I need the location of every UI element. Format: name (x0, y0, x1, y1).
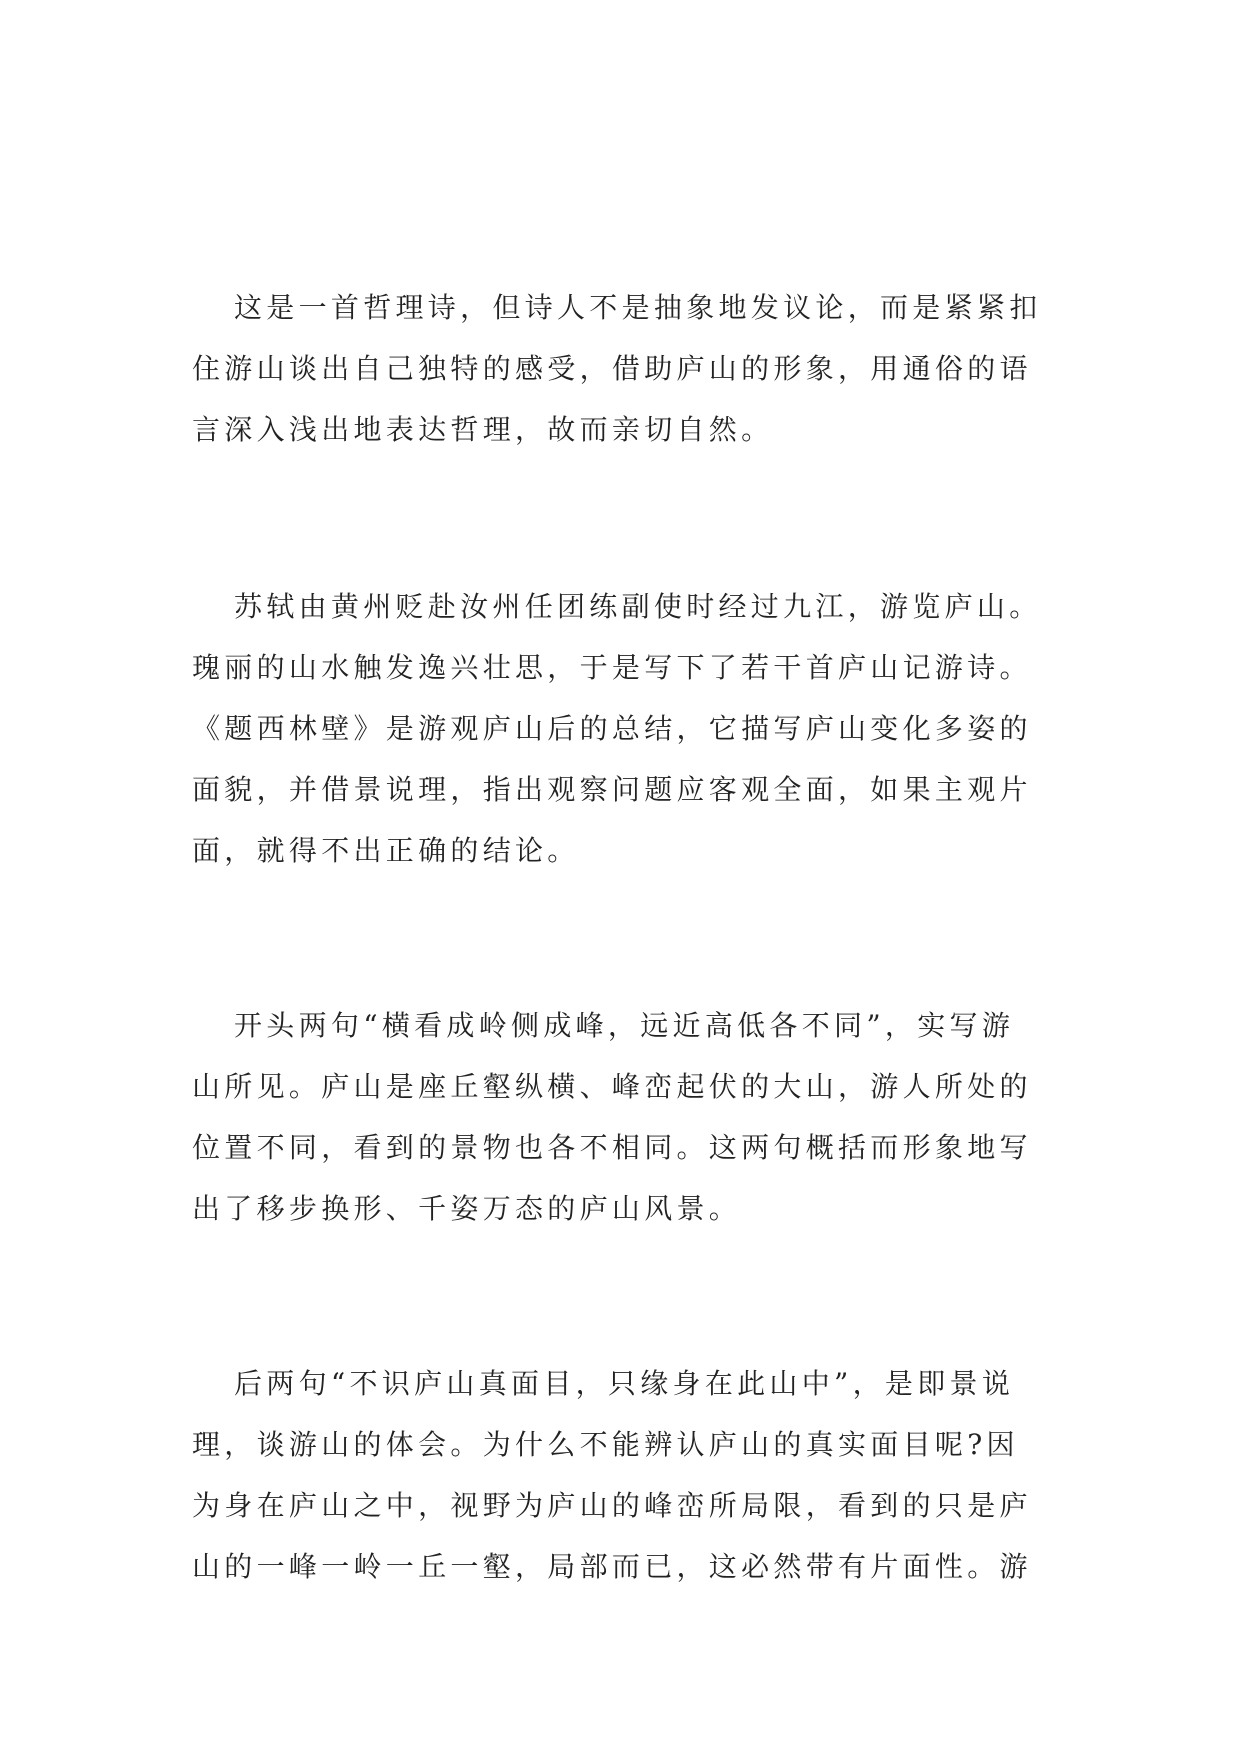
paragraph-line: 言深入浅出地表达哲理，故而亲切自然。 (192, 413, 774, 446)
paragraph-line: 位置不同，看到的景物也各不相同。这两句概括而形象地写 (192, 1131, 1032, 1164)
paragraph-line: 面貌，并借景说理，指出观察问题应客观全面，如果主观片 (192, 773, 1032, 806)
paragraph-line: 《题西林壁》是游观庐山后的总结，它描写庐山变化多姿的 (192, 712, 1032, 745)
paragraph-line: 山的一峰一岭一丘一壑，局部而已，这必然带有片面性。游 (192, 1550, 1032, 1583)
paragraph-line: 后两句“不识庐山真面目，只缘身在此山中”，是即景说 (234, 1367, 1015, 1400)
paragraph-line: 出了移步换形、千姿万态的庐山风景。 (192, 1192, 742, 1225)
paragraph-line: 面，就得不出正确的结论。 (192, 834, 580, 867)
paragraph-line: 瑰丽的山水触发逸兴壮思，于是写下了若干首庐山记游诗。 (192, 651, 1032, 684)
paragraph-line: 苏轼由黄州贬赴汝州任团练副使时经过九江，游览庐山。 (234, 590, 1042, 623)
paragraph-line: 这是一首哲理诗，但诗人不是抽象地发议论，而是紧紧扣 (234, 291, 1042, 324)
paragraph-4 (192, 1353, 1056, 1597)
paragraph-line: 为身在庐山之中，视野为庐山的峰峦所局限，看到的只是庐 (192, 1489, 1032, 1522)
paragraph-line: 理，谈游山的体会。为什么不能辨认庐山的真实面目呢?因 (192, 1428, 1019, 1461)
paragraph-line: 开头两句“横看成岭侧成峰，远近高低各不同”，实写游 (234, 1009, 1015, 1042)
paragraph-line: 山所见。庐山是座丘壑纵横、峰峦起伏的大山，游人所处的 (192, 1070, 1032, 1103)
paragraph-line: 住游山谈出自己独特的感受，借助庐山的形象，用通俗的语 (192, 352, 1032, 385)
paragraph-1 (192, 277, 1056, 460)
paragraph-3 (192, 995, 1056, 1239)
paragraph-2 (192, 576, 1056, 881)
